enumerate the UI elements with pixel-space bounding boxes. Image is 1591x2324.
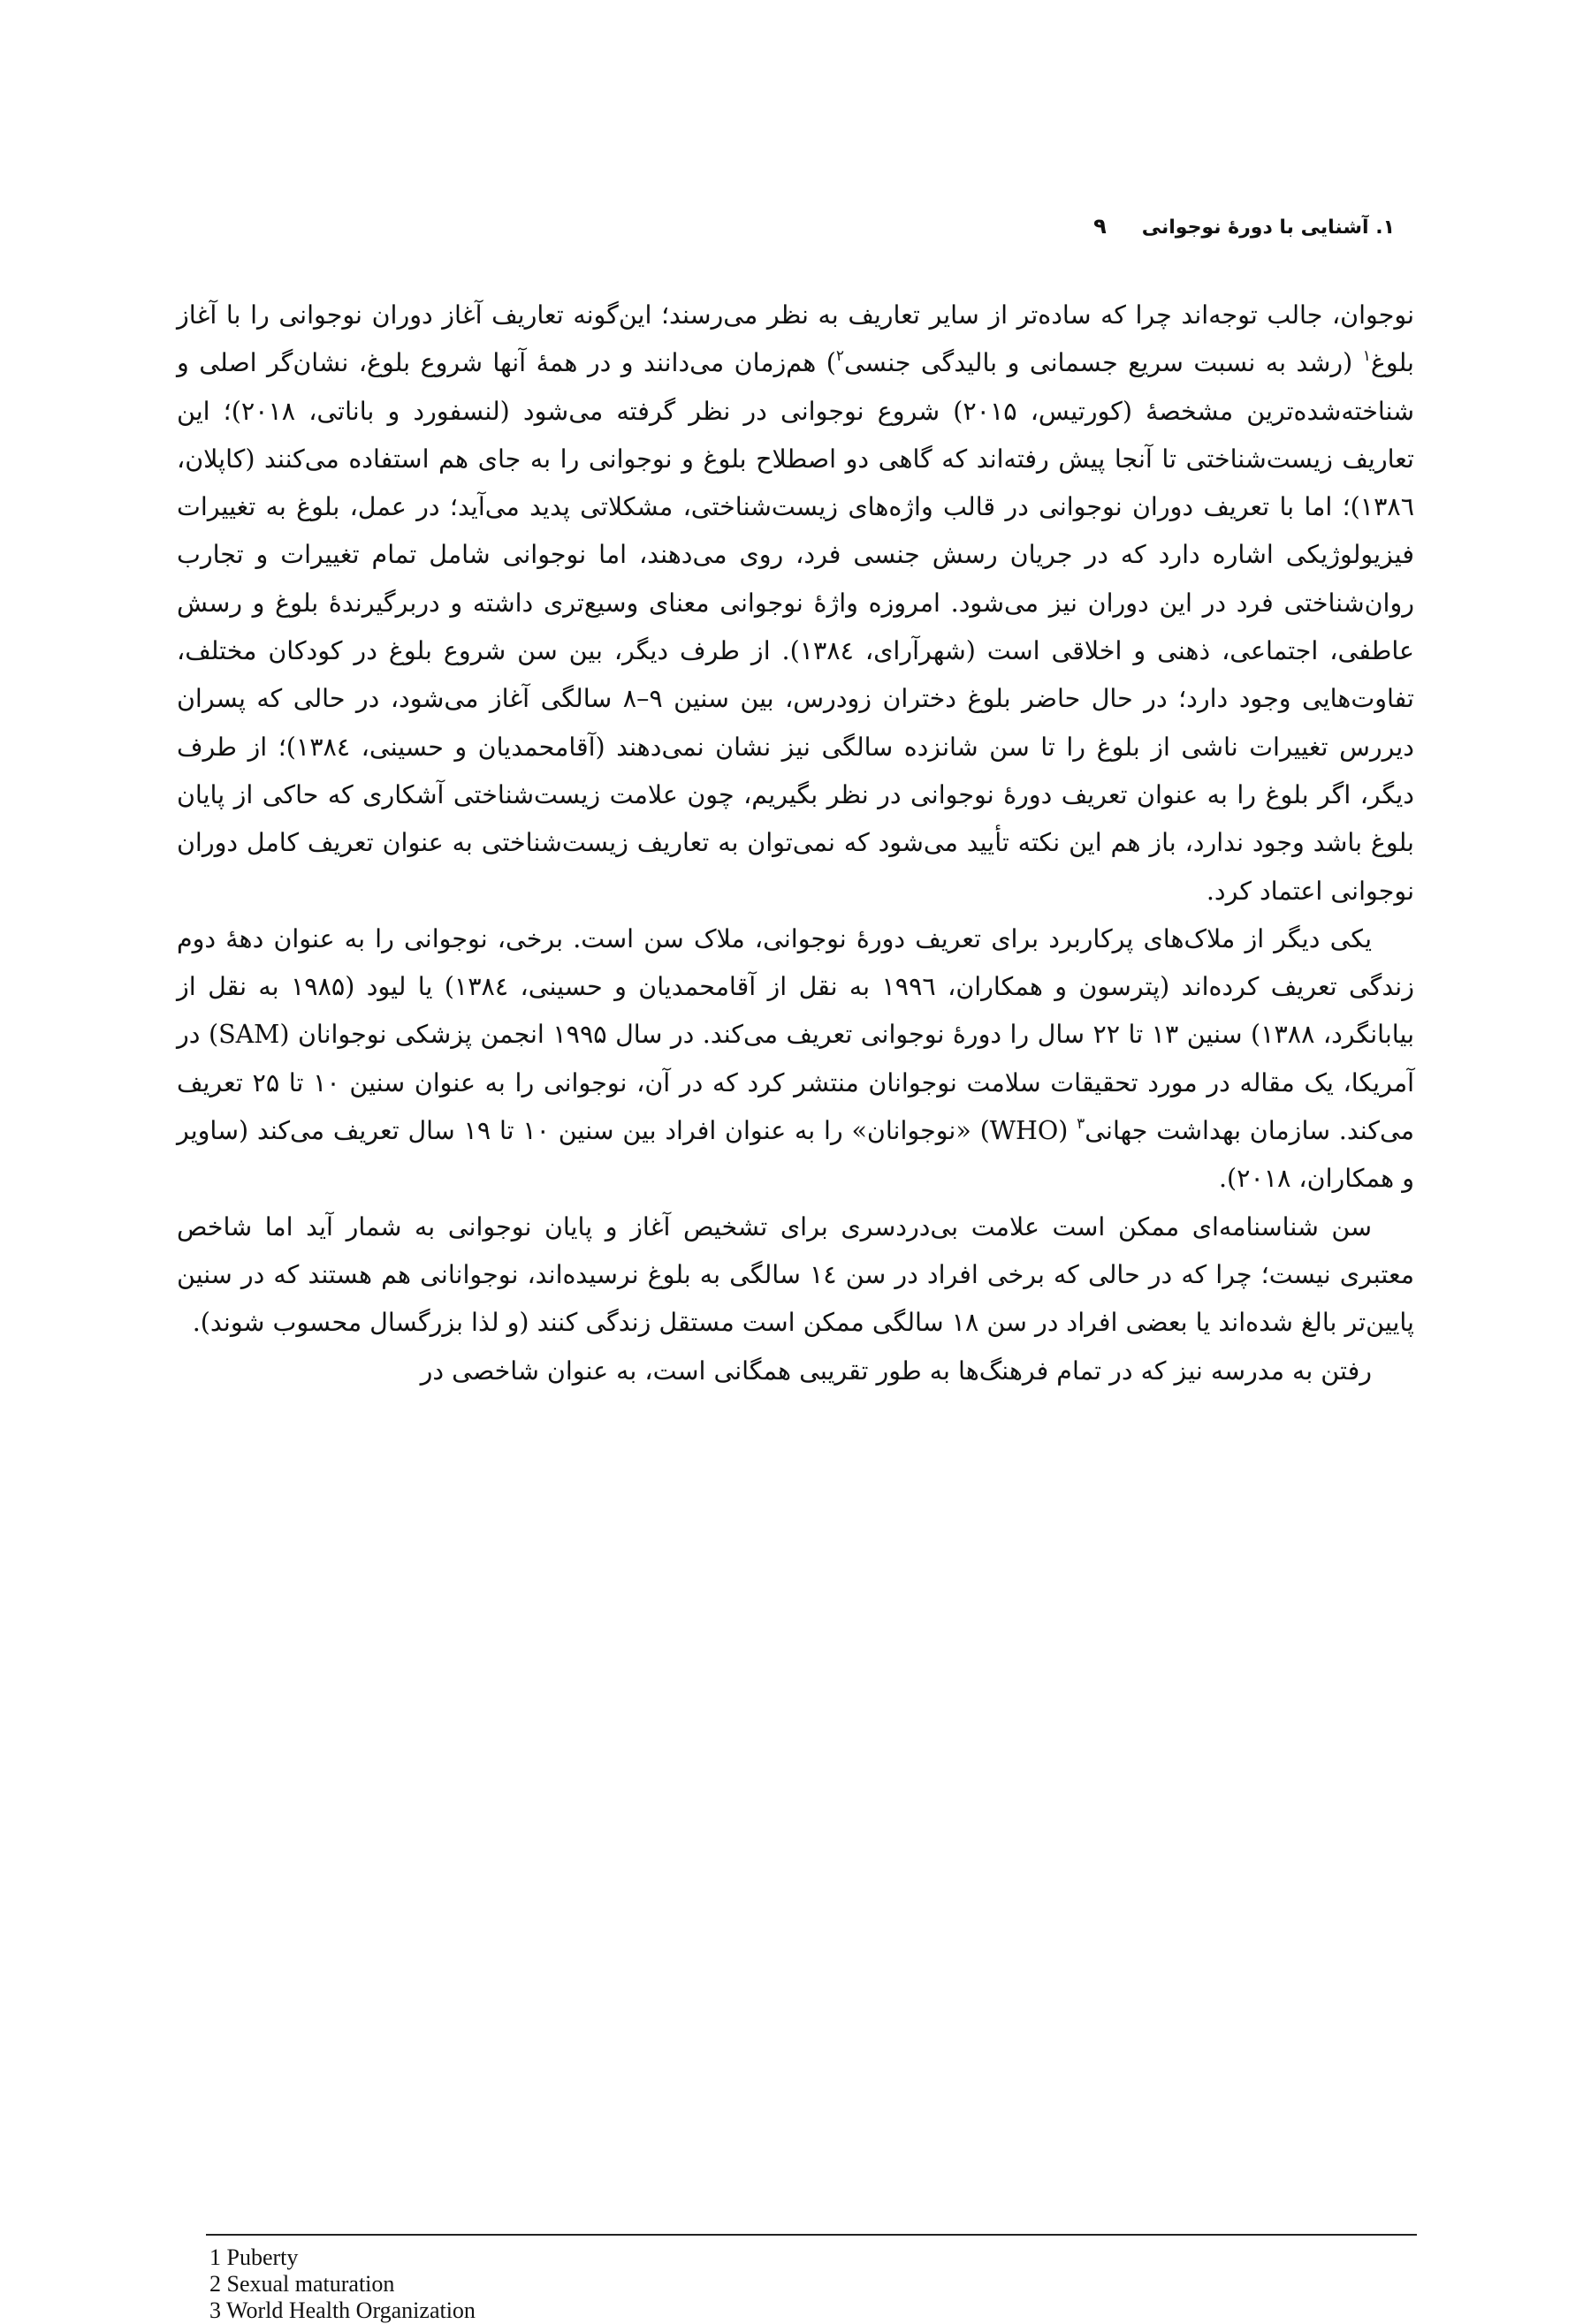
footnote-ref-1[interactable]: ۱ <box>1362 346 1371 365</box>
footnote-ref-3[interactable]: ۳ <box>1077 1114 1085 1133</box>
paragraph-1 <box>177 292 1414 915</box>
footnote-divider <box>206 2234 1417 2236</box>
body-text <box>177 292 1414 1395</box>
paragraph-2-part-a: یکی دیگر از ملاک‌های پرکاربرد برای تعریف دورۀ نوجوانی، ملاک سن است. برخی، نوجوانی را به عنوان دهۀ دوم زندگی تعریف کرده‌اند (پترسون و همکاران، ۱۹۹٦ به نقل از آقامحمدیان و حسینی، ۱۳۸٤) یا لیود (۱۹۸۵ به نقل از بیابانگرد، ۱۳۸۸) سنین ۱۳ تا ۲۲ سال را دورۀ نوجوانی تعریف می‌کند. در سال ۱۹۹۵ انجمن پزشکی نوجوانان (SAM) در آمریکا، یک مقاله در مورد تحقیقات سلامت نوجوانان منتشر کرد که در آن، نوجوانی را به عنوان سنین ۱۰ تا ۲۵ تعریف می‌کند. سازمان بهداشت جهانی <box>177 923 1415 1146</box>
footnote-1: 1 Puberty <box>209 2244 299 2270</box>
paragraph-4: رفتن به مدرسه نیز که در تمام فرهنگ‌ها به طور تقریبی همگانی است، به عنوان شاخصی در <box>420 1356 1372 1386</box>
paragraph-2 <box>177 915 1414 1204</box>
paragraph-1-part-a: نوجوان، جالب توجه‌اند چرا که ساده‌تر از سایر تعاریف به نظر می‌رسند؛ این‌گونه تعاریف آغاز دوران نوجوانی را با آغاز بلوغ <box>177 300 1414 378</box>
chapter-title: ۱. آشنایی با دورۀ نوجوانی <box>1141 216 1395 239</box>
page-number: ۹ <box>1093 214 1107 239</box>
paragraph-1-part-b: (رشد به نسبت سریع جسمانی و بالیدگی جنسی <box>844 348 1363 378</box>
paragraph-2-part-b: (WHO) «نوجوانان» را به عنوان افراد بین سنین ۱۰ تا ۱۹ سال تعریف می‌کند (ساویر و همکاران، ۲۰۱۸). <box>177 1116 1414 1194</box>
footnote-ref-2[interactable]: ۲ <box>835 346 845 365</box>
footnote-2: 2 Sexual maturation <box>209 2271 395 2297</box>
footnotes <box>209 2244 476 2324</box>
paragraph-1-part-c: ) هم‌زمان می‌دانند و در همۀ آنها شروع بلوغ، نشان‌گر اصلی و شناخته‌شده‌ترین مشخصۀ (کورتیس، ۲۰۱۵) شروع نوجوانی در نظر گرفته می‌شود (لنسفورد و باناتی، ۲۰۱۸)؛ این تعاریف زیست‌شناختی تا آنجا پیش رفته‌اند که گاهی دو اصطلاح بلوغ و نوجوانی را به جای هم استفاده می‌کنند (کاپلان، ۱۳۸٦)؛ اما با تعریف دوران نوجوانی در قالب واژه‌های زیست‌شناختی، مشکلاتی پدید می‌آید؛ در عمل، بلوغ به تغییرات فیزیولوژیکی اشاره دارد که در جریان رسش جنسی فرد، روی می‌دهند، اما نوجوانی شامل تمام تغییرات و تجارب روان‌شناختی فرد در این دوران نیز می‌شود. امروزه واژۀ نوجوانی معنای وسیع‌تری داشته و دربرگیرندۀ بلوغ و رسش عاطفی، اجتماعی، ذهنی و اخلاقی است (شهرآرای، ۱۳۸٤). از طرف دیگر، بین سن شروع بلوغ در کودکان مختلف، تفاوت‌هایی وجود دارد؛ در حال حاضر بلوغ دختران زودرس، بین سنین ۹–۸ سالگی آغاز می‌شود، در حالی که پسران دیررس تغییرات ناشی از بلوغ را تا سن شانزده سالگی نیز نشان نمی‌دهند (آقامحمدیان و حسینی، ۱۳۸٤)؛ از طرف دیگر، اگر بلوغ را به عنوان تعریف دورۀ نوجوانی در نظر بگیریم، چون علامت زیست‌شناختی آشکاری که حاکی از پایان بلوغ باشد وجود ندارد، باز هم این نکته تأیید می‌شود که نمی‌توان به تعاریف زیست‌شناختی به عنوان تعریف کامل دوران نوجوانی اعتماد کرد. <box>177 348 1415 906</box>
running-header <box>1093 214 1395 239</box>
footnote-3: 3 World Health Organization <box>209 2297 476 2323</box>
paragraph-3: سن شناسنامه‌ای ممکن است علامت بی‌دردسری برای تشخیص آغاز و پایان نوجوانی به شمار آید اما شاخص معتبری نیست؛ چرا که در حالی که برخی افراد در سن ١٤ سالگی به بلوغ نرسیده‌اند، نوجوانانی هم هستند که در سنین پایین‌تر بالغ شده‌اند یا بعضی افراد در سن ۱۸ سالگی ممکن است مستقل زندگی کنند (و لذا بزرگسال محسوب شوند). <box>177 1211 1414 1338</box>
